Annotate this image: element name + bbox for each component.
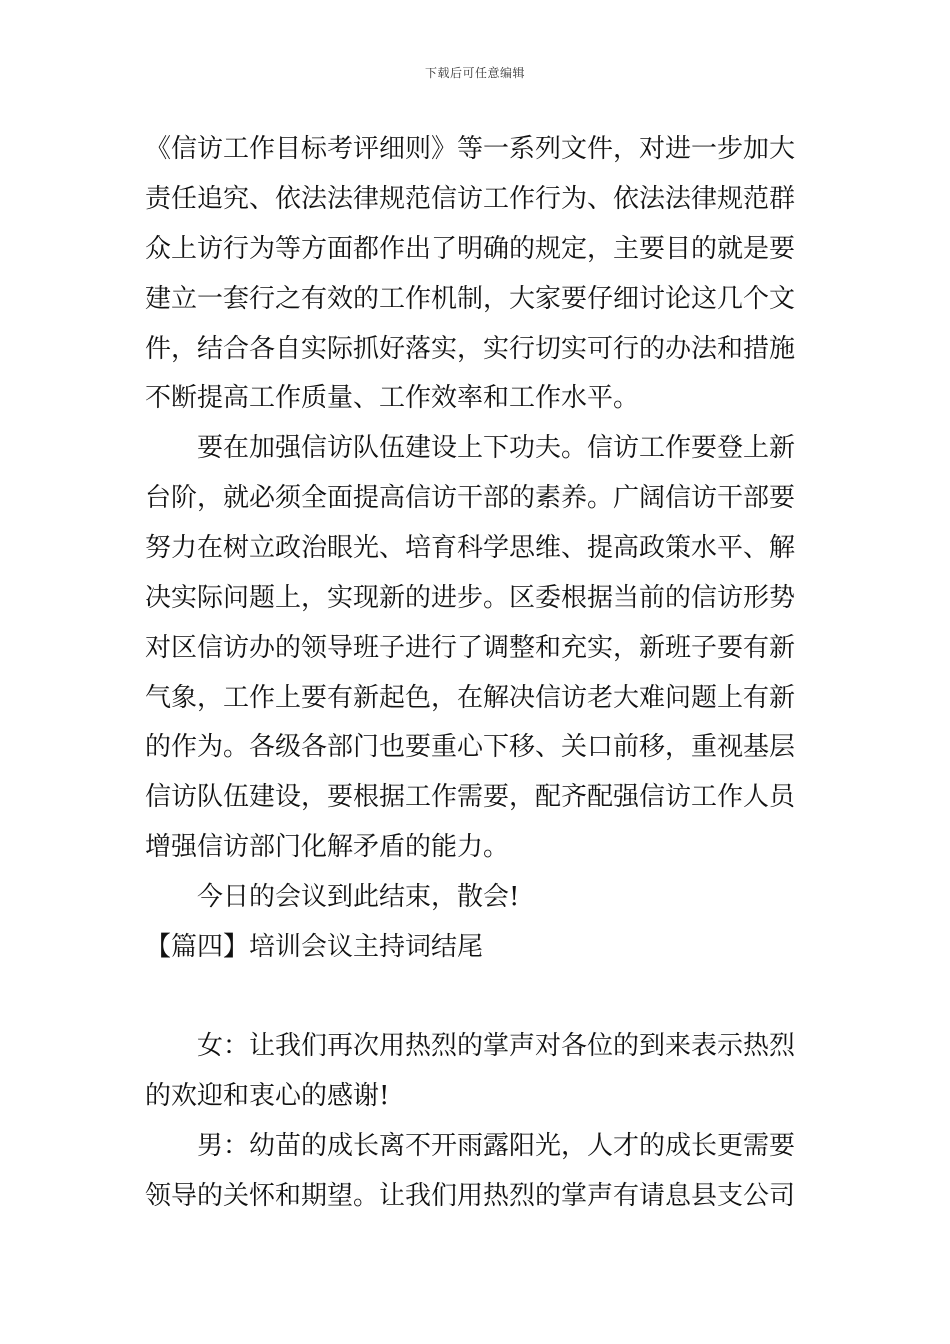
body-line: 信访队伍建设，要根据工作需要，配齐配强信访工作人员 (145, 782, 796, 812)
paragraph-start-line: 要在加强信访队伍建设上下功夫。信访工作要登上新 (197, 433, 796, 463)
body-line: 建立一套行之有效的工作机制，大家要仔细讨论这几个文 (145, 284, 796, 314)
body-line: 《信访工作目标考评细则》等一系列文件，对进一步加大 (145, 134, 796, 164)
body-line: 众上访行为等方面都作出了明确的规定，主要目的就是要 (145, 234, 796, 264)
body-line: 责任追究、依法法律规范信访工作行为、依法法律规范群 (145, 184, 796, 214)
body-line: 件，结合各自实际抓好落实，实行切实可行的办法和措施 (145, 334, 796, 364)
section-heading: 【篇四】培训会议主持词结尾 (145, 932, 484, 962)
body-line: 气象，工作上要有新起色，在解决信访老大难问题上有新 (145, 683, 796, 713)
body-line: 对区信访办的领导班子进行了调整和充实，新班子要有新 (145, 633, 796, 663)
dialogue-line: 男：幼苗的成长离不开雨露阳光，人才的成长更需要 (197, 1131, 796, 1161)
body-line: 的作为。各级各部门也要重心下移、关口前移，重视基层 (145, 732, 796, 762)
body-line: 增强信访部门化解矛盾的能力。 (145, 832, 510, 862)
body-line: 台阶，就必须全面提高信访干部的素养。广阔信访干部要 (145, 483, 796, 513)
body-line: 不断提高工作质量、工作效率和工作水平。 (145, 383, 640, 413)
body-line: 努力在树立政治眼光、培育科学思维、提高政策水平、解 (145, 533, 796, 563)
closing-line: 今日的会议到此结束，散会! (197, 882, 520, 912)
body-line: 的欢迎和衷心的感谢! (145, 1081, 390, 1111)
dialogue-line: 女：让我们再次用热烈的掌声对各位的到来表示热烈 (197, 1031, 796, 1061)
page-header: 下载后可任意编辑 (424, 66, 525, 80)
body-line: 决实际问题上，实现新的进步。区委根据当前的信访形势 (145, 583, 796, 613)
body-line: 领导的关怀和期望。让我们用热烈的掌声有请息县支公司 (145, 1181, 796, 1211)
